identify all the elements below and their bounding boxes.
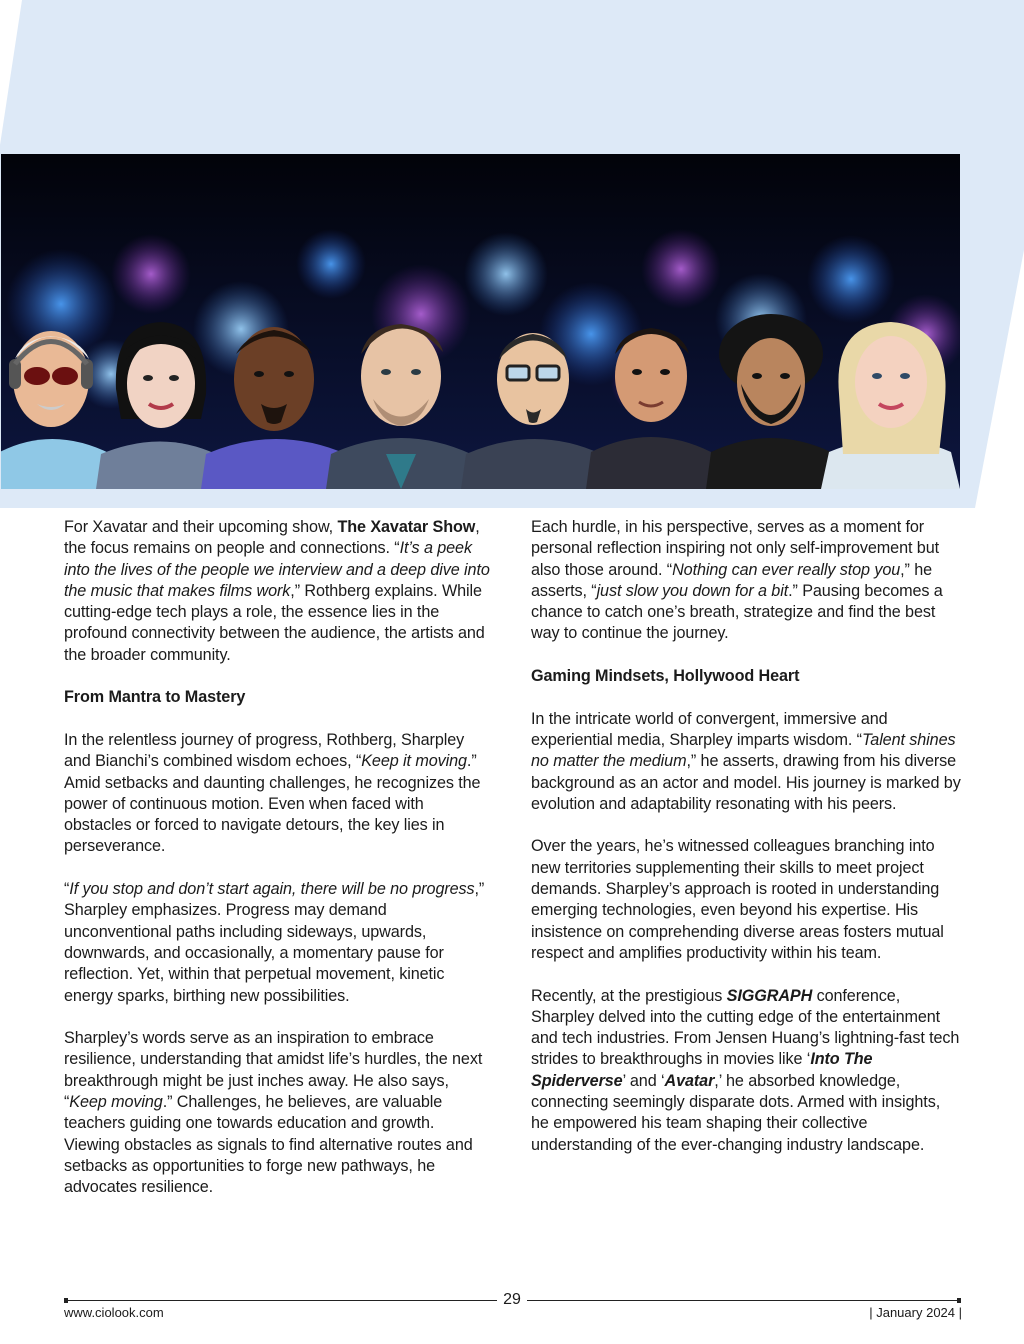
paragraph: In the intricate world of convergent, immersive and experiential media, Sharpley imparts wisdom. “Talent shines no matter the medium,” he asserts, drawing from his diverse background as an actor and model. His journey is marked by evolution and adaptability resonating with his peers. xyxy=(531,709,961,813)
paragraph: Over the years, he’s witnessed colleagues branching into new territories supplementing their skills to meet project demands. Sharpley’s approach is rooted in understanding emerging technologies, even beyond his expertise. His insistence on comprehending diverse areas fosters mutual respect and amplifies productivity within his team. xyxy=(531,837,944,962)
paragraph: Each hurdle, in his perspective, serves as a moment for personal reflection inspiring not only self-improvement but also those around. “Nothing can ever really stop you,” he asserts, “just slow you down for a bit.” Pausing becomes a chance to catch one’s breath, strategize and find the best way to continue the journey. xyxy=(531,518,943,643)
paragraph: Recently, at the prestigious SIGGRAPH conference, Sharpley delved into the cutting edge of the entertainment and tech industries. From Jensen Huang’s lightning-fast tech strides to breakthroughs in movies like ‘Into The Spiderverse’ and ‘Avatar,’ he absorbed knowledge, connecting seemingly disparate dots. Armed with insights, he empowered his team shaping their collective understanding of the ever-changing industry landscape. xyxy=(531,986,960,1154)
section-heading: Gaming Mindsets, Hollywood Heart xyxy=(531,667,800,686)
paragraph: “If you stop and don’t start again, there will be no progress,” Sharpley emphasizes. Progress may demand unconventional paths including sideways, upwards, downwards, and occasionally, a momentary pause for reflection. Yet, within that perpetual movement, kinetic energy sparks, birthing new possibilities. xyxy=(64,880,485,1005)
page-number: 29 xyxy=(497,1290,527,1310)
paragraph: For Xavatar and their upcoming show, The Xavatar Show, the focus remains on people and connections. “It’s a peek into the lives of the people we interview and a deep dive into the music that makes films work,” Rothberg explains. While cutting-edge tech plays a role, the essence lies in the profound connectivity between the audience, the artists and the broader community. xyxy=(64,518,490,664)
issue-date: | January 2024 | xyxy=(869,1305,962,1320)
hero-illustration xyxy=(1,154,960,489)
section-heading: From Mantra to Mastery xyxy=(64,688,246,707)
paragraph: Sharpley’s words serve as an inspiration to embrace resilience, understanding that amidst life’s hurdles, the next breakthrough might be just inches away. He also says, “Keep moving.” Challenges, he believes, are valuable teachers guiding one towards education and growth. Viewing obstacles as signals to find alternative routes and setbacks as opportunities to forge new pathways, he advocates resilience. xyxy=(64,1029,483,1197)
left-column xyxy=(64,517,494,1199)
avatars-illustration-icon xyxy=(1,154,960,489)
paragraph: In the relentless journey of progress, Rothberg, Sharpley and Bianchi’s combined wisdom echoes, “Keep it moving.” Amid setbacks and daunting challenges, he recognizes the power of continuous motion. Even when faced with obstacles or forced to navigate detours, the key lies in perseverance. xyxy=(64,730,481,856)
website-url[interactable]: www.ciolook.com xyxy=(64,1305,164,1320)
right-column xyxy=(531,517,961,1156)
footer-line-end-right xyxy=(957,1298,961,1303)
